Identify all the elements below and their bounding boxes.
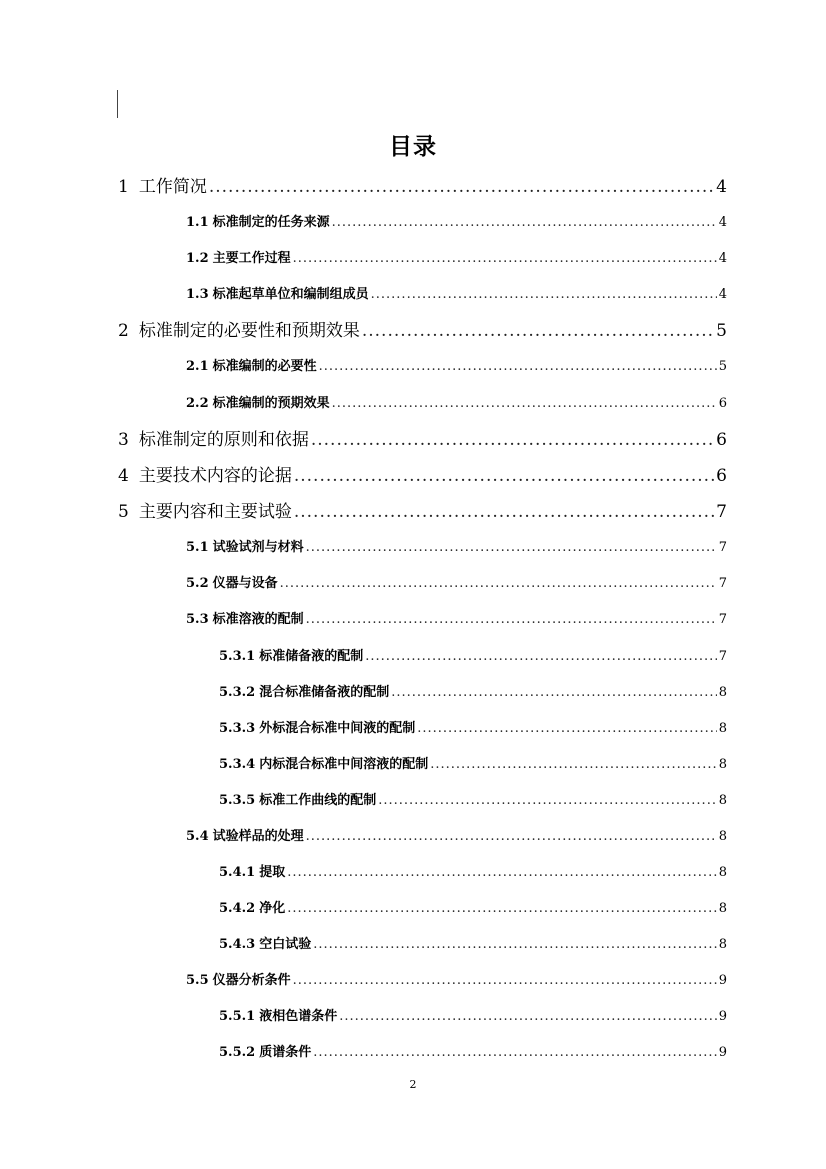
toc-page-number: 8 <box>718 901 727 916</box>
toc-leader <box>362 321 714 341</box>
toc-number: 5.3.5 <box>219 793 256 808</box>
toc-leader <box>209 177 714 197</box>
toc-text: 试验试剂与材料 <box>212 540 304 555</box>
toc-number: 4 <box>118 466 129 486</box>
toc-leader <box>378 793 717 808</box>
toc-number: 5.4.2 <box>219 901 256 916</box>
toc-page-number: 9 <box>718 1045 727 1060</box>
toc-entry[interactable] <box>219 1041 727 1060</box>
toc-number: 1.2 <box>186 251 209 266</box>
toc-leader <box>306 829 717 844</box>
toc-leader <box>294 502 714 522</box>
toc-number: 5.1 <box>186 540 209 555</box>
toc-number: 5.3 <box>186 612 209 627</box>
toc-leader <box>371 287 717 302</box>
toc-leader <box>430 757 717 772</box>
toc-page-number: 8 <box>718 865 727 880</box>
toc-text: 混合标准储备液的配制 <box>259 685 390 700</box>
toc-page-number: 5 <box>718 359 727 374</box>
toc-text: 标准溶液的配制 <box>212 612 304 627</box>
toc-leader <box>287 901 717 916</box>
toc-text: 标准起草单位和编制组成员 <box>212 287 369 302</box>
toc-entry[interactable] <box>186 355 727 374</box>
toc-number: 1.3 <box>186 287 209 302</box>
toc-number: 5.4.3 <box>219 937 256 952</box>
toc-page-number: 6 <box>718 396 727 411</box>
toc-text: 主要工作过程 <box>212 251 291 266</box>
toc-text: 质谱条件 <box>259 1045 312 1060</box>
toc-page-number: 4 <box>716 177 727 197</box>
toc-entry[interactable] <box>186 608 727 627</box>
toc-entry[interactable] <box>186 969 727 988</box>
toc-leader <box>319 359 717 374</box>
toc-entry[interactable] <box>118 172 727 197</box>
toc-page-number: 7 <box>718 612 727 627</box>
toc-text: 标准制定的必要性和预期效果 <box>138 321 360 341</box>
toc-leader <box>293 251 717 266</box>
toc-leader <box>417 721 717 736</box>
page-number: 2 <box>409 1078 417 1091</box>
toc-text: 工作简况 <box>138 177 207 197</box>
page-title: 目录 <box>389 133 437 160</box>
toc-page-number: 7 <box>718 576 727 591</box>
toc-text: 标准工作曲线的配制 <box>259 793 377 808</box>
toc-entry[interactable] <box>186 536 727 555</box>
toc-page-number: 4 <box>718 287 727 302</box>
toc-number: 5.4 <box>186 829 209 844</box>
toc-number: 5.3.1 <box>219 649 256 664</box>
toc-page-number: 7 <box>718 540 727 555</box>
toc-number: 3 <box>118 430 129 450</box>
toc-text: 标准编制的必要性 <box>212 359 317 374</box>
toc-leader <box>287 865 717 880</box>
toc-entry[interactable] <box>118 316 727 341</box>
toc-entry[interactable] <box>118 461 727 486</box>
toc-text: 提取 <box>259 865 286 880</box>
toc-leader <box>311 430 714 450</box>
toc-text: 主要内容和主要试验 <box>138 502 292 522</box>
toc-text: 内标混合标准中间溶液的配制 <box>259 757 429 772</box>
toc-entry[interactable] <box>186 825 727 844</box>
toc-page-number: 4 <box>718 215 727 230</box>
toc-leader <box>313 1045 717 1060</box>
toc-leader <box>280 576 717 591</box>
toc-page-number: 8 <box>718 721 727 736</box>
toc-leader <box>306 612 717 627</box>
toc-entry[interactable] <box>186 283 727 302</box>
toc-entry[interactable] <box>219 753 727 772</box>
toc-number: 1 <box>118 177 129 197</box>
toc-text: 液相色谱条件 <box>259 1009 338 1024</box>
toc-leader <box>391 685 717 700</box>
toc-entry[interactable] <box>219 645 727 664</box>
toc-text: 空白试验 <box>259 937 312 952</box>
toc-entry[interactable] <box>186 247 727 266</box>
toc-entry[interactable] <box>219 897 727 916</box>
toc-page-number: 9 <box>718 973 727 988</box>
toc-number: 2 <box>118 321 129 341</box>
toc-leader <box>339 1009 717 1024</box>
toc-entry[interactable] <box>219 1005 727 1024</box>
toc-page-number: 6 <box>716 466 727 486</box>
toc-entry[interactable] <box>219 789 727 808</box>
toc-page-number: 8 <box>718 793 727 808</box>
toc-page-number: 8 <box>718 937 727 952</box>
toc-page-number: 7 <box>716 502 727 522</box>
toc-number: 5.5.1 <box>219 1009 256 1024</box>
toc-number: 5.3.3 <box>219 721 256 736</box>
toc-text: 主要技术内容的论据 <box>138 466 292 486</box>
toc-number: 5 <box>118 502 129 522</box>
toc-number: 2.2 <box>186 396 209 411</box>
toc-entry[interactable] <box>118 425 727 450</box>
toc-text: 标准编制的预期效果 <box>212 396 330 411</box>
toc-number: 5.4.1 <box>219 865 256 880</box>
toc-entry[interactable] <box>219 717 727 736</box>
toc-entry[interactable] <box>219 681 727 700</box>
toc-page-number: 8 <box>718 757 727 772</box>
toc-leader <box>293 973 717 988</box>
toc-leader <box>332 396 717 411</box>
toc-text: 标准制定的任务来源 <box>212 215 330 230</box>
toc-page-number: 8 <box>718 829 727 844</box>
toc-page-number: 7 <box>718 649 727 664</box>
toc-number: 5.2 <box>186 576 209 591</box>
toc-number: 5.5.2 <box>219 1045 256 1060</box>
toc-leader <box>294 466 714 486</box>
toc-text: 标准储备液的配制 <box>259 649 364 664</box>
toc-leader <box>365 649 717 664</box>
toc-text: 外标混合标准中间液的配制 <box>259 721 416 736</box>
toc-page-number: 8 <box>718 685 727 700</box>
toc-entry[interactable] <box>186 211 727 230</box>
toc-page-number: 5 <box>716 321 727 341</box>
toc-text: 净化 <box>259 901 286 916</box>
toc-page-number: 4 <box>718 251 727 266</box>
toc-entry[interactable] <box>118 497 727 522</box>
toc-entry[interactable] <box>186 572 727 591</box>
toc-text: 试验样品的处理 <box>212 829 304 844</box>
toc-page-number: 6 <box>716 430 727 450</box>
toc-leader <box>306 540 717 555</box>
toc-page-number: 9 <box>718 1009 727 1024</box>
toc-entry[interactable] <box>219 933 727 952</box>
toc-number: 1.1 <box>186 215 209 230</box>
toc-entry[interactable] <box>219 861 727 880</box>
toc-number: 5.5 <box>186 973 209 988</box>
toc-number: 5.3.4 <box>219 757 256 772</box>
toc-number: 2.1 <box>186 359 209 374</box>
toc-leader <box>313 937 717 952</box>
toc-leader <box>332 215 717 230</box>
toc-text: 仪器分析条件 <box>212 973 291 988</box>
toc-text: 仪器与设备 <box>212 576 278 591</box>
toc-number: 5.3.2 <box>219 685 256 700</box>
toc-entry[interactable] <box>186 392 727 411</box>
toc-text: 标准制定的原则和依据 <box>138 430 309 450</box>
